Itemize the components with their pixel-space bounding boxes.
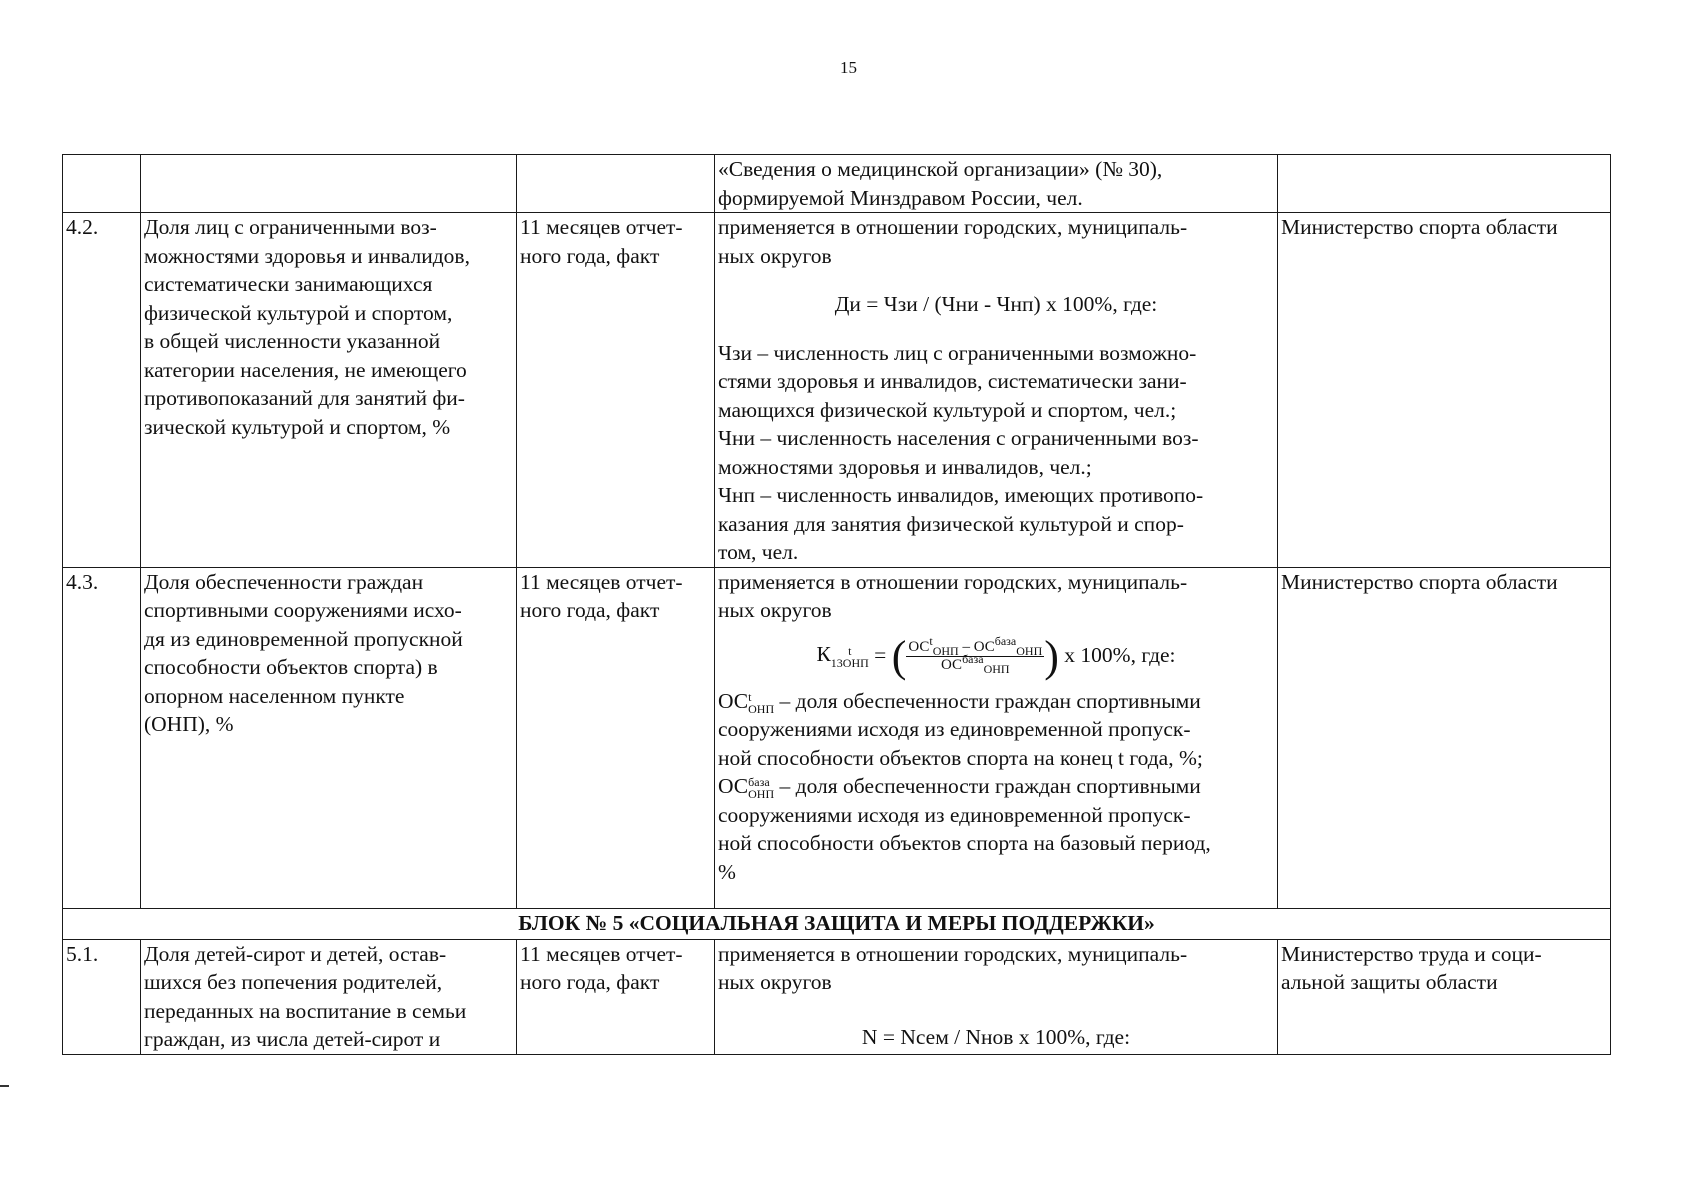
method-intro: ных округов [718, 970, 832, 994]
formula-lhs-sub: 13ОНП [830, 655, 869, 670]
def-symbol: ОС [718, 688, 749, 713]
definition-line: % [718, 859, 736, 884]
formula-lhs [816, 642, 869, 670]
fraction-denominator [941, 652, 1010, 676]
definition-line: – доля обеспеченности граждан спортивными [774, 688, 1201, 713]
period-line: ного года, факт [520, 970, 660, 994]
cell-responsible: Министерство спорта области [1278, 567, 1611, 908]
cell-name [141, 155, 517, 213]
table-row-4-3 [63, 567, 1611, 908]
num-a-sup: t [929, 634, 933, 648]
cell-responsible [1278, 155, 1611, 213]
responsible-line: альной защиты области [1281, 970, 1498, 994]
cell-method [715, 155, 1278, 213]
name-line: Доля обеспеченности граждан [144, 569, 424, 594]
name-line: Доля детей-сирот и детей, остав- [144, 941, 447, 966]
cell-num: 5.1. [63, 939, 141, 1054]
formula-tail: x 100%, где: [1064, 642, 1176, 667]
def-sub: ОНП [748, 787, 775, 802]
definition-line: можностями здоровья и инвалидов, чел.; [718, 454, 1092, 479]
num-a: ОС [908, 639, 930, 655]
left-paren: ( [891, 631, 907, 681]
name-line: дя из единовременной пропускной [144, 626, 463, 651]
method-intro: применяется в отношении городских, муниципаль- [718, 941, 1188, 966]
cell-name [141, 939, 517, 1054]
def-sup: t [748, 689, 752, 704]
definition-line: Чнп – численность инвалидов, имеющих противопо- [718, 483, 1204, 507]
name-line: граждан, из числа детей-сирот и [144, 1027, 441, 1051]
definition-line: ной способности объектов спорта на базовый период, [718, 831, 1211, 855]
cell-name [141, 213, 517, 568]
definition-line: – доля обеспеченности граждан спортивными [774, 774, 1201, 798]
period-line: 11 месяцев отчет- [520, 941, 683, 966]
table-row-4-2 [63, 213, 1611, 568]
formula-k13 [718, 631, 1274, 681]
formula: N = Nсем / Nнов x 100%, где: [861, 1024, 1131, 1049]
margin-mark [0, 1085, 9, 1087]
cell-num [63, 155, 141, 213]
block-title: БЛОК № 5 «СОЦИАЛЬНАЯ ЗАЩИТА И МЕРЫ ПОДДЕРЖКИ» [63, 908, 1611, 939]
def-sup: база [748, 775, 770, 790]
cell-name [141, 567, 517, 908]
name-line: категории населения, не имеющего [144, 357, 467, 382]
formula-fraction [906, 634, 1044, 676]
name-line: способности объектов спорта) в [144, 655, 438, 679]
num-a-sub: ОНП [932, 644, 959, 658]
method-line: формируемой Минздравом России, чел. [718, 185, 1083, 210]
definition-ost [718, 687, 1274, 716]
name-line: (ОНП), % [144, 712, 234, 736]
formula-lhs-sup: t [848, 643, 852, 658]
name-line: можностями здоровья и инвалидов, [144, 243, 470, 268]
num-b-sub: ОНП [1016, 644, 1043, 658]
cell-responsible [1278, 939, 1611, 1054]
cell-period [517, 567, 715, 908]
def-sub: ОНП [748, 701, 775, 716]
cell-period [517, 939, 715, 1054]
name-line: зической культурой и спортом, % [144, 414, 451, 439]
formula-lhs-symbol: К [816, 642, 831, 667]
method-intro: применяется в отношении городских, муниципаль- [718, 569, 1188, 594]
def-symbol: ОС [718, 774, 749, 798]
period-line: ного года, факт [520, 598, 660, 622]
name-line: в общей численности указанной [144, 329, 441, 353]
cell-responsible: Министерство спорта области [1278, 213, 1611, 568]
definition-line: сооружениями исходя из единовременной пропуск- [718, 717, 1191, 741]
minus-sign: – [958, 639, 974, 655]
name-line: переданных на воспитание в семьи [144, 998, 467, 1023]
responsible-line: Министерство труда и соци- [1281, 941, 1542, 966]
table-row-continuation [63, 155, 1611, 213]
method-line: «Сведения о медицинской организации» (№ 30), [718, 157, 1163, 181]
method-intro: ных округов [718, 598, 832, 622]
cell-method [715, 567, 1278, 908]
den-sub: ОНП [983, 662, 1010, 676]
block-header-row [63, 908, 1611, 939]
formula: Ди = Чзи / (Чни - Чнп) x 100%, где: [834, 292, 1158, 316]
num-b-sup: база [994, 634, 1017, 648]
name-line: шихся без попечения родителей, [144, 970, 443, 994]
method-intro: ных округов [718, 243, 832, 268]
definition-line: ной способности объектов спорта на конец t года, %; [718, 745, 1203, 770]
name-line: систематически занимающихся [144, 272, 433, 296]
definition-line: том, чел. [718, 540, 799, 564]
name-line: опорном населенном пункте [144, 683, 405, 708]
cell-period [517, 155, 715, 213]
definition-line: мающихся физической культурой и спортом, чел.; [718, 397, 1177, 422]
table-row-5-1 [63, 939, 1611, 1054]
name-line: Доля лиц с ограниченными воз- [144, 215, 437, 239]
period-line: ного года, факт [520, 243, 660, 268]
cell-method [715, 213, 1278, 568]
equals-sign: = [874, 642, 892, 667]
definition-line: Чзи – численность лиц с ограниченными возможно- [718, 340, 1197, 365]
definition-line: сооружениями исходя из единовременной пропуск- [718, 802, 1191, 827]
definition-line: стями здоровья и инвалидов, систематически зани- [718, 369, 1187, 393]
definition-line: Чни – численность населения с ограниченными воз- [718, 426, 1199, 450]
right-paren: ) [1044, 631, 1059, 681]
cell-num: 4.2. [63, 213, 141, 568]
indicators-table [62, 154, 1611, 1055]
page-number: 15 [840, 58, 857, 77]
den-sup: база [962, 652, 984, 666]
name-line: противопоказаний для занятий фи- [144, 386, 465, 410]
period-line: 11 месяцев отчет- [520, 215, 683, 239]
den: ОС [941, 657, 963, 673]
definition-line: казания для занятия физической культурой и спор- [718, 511, 1184, 536]
cell-num: 4.3. [63, 567, 141, 908]
num-b: ОС [973, 639, 995, 655]
name-line: спортивными сооружениями исхо- [144, 598, 462, 622]
cell-method [715, 939, 1278, 1054]
method-intro: применяется в отношении городских, муниципаль- [718, 215, 1188, 239]
definition-osbase [718, 772, 1274, 801]
period-line: 11 месяцев отчет- [520, 569, 683, 594]
cell-period [517, 213, 715, 568]
name-line: физической культурой и спортом, [144, 300, 453, 325]
